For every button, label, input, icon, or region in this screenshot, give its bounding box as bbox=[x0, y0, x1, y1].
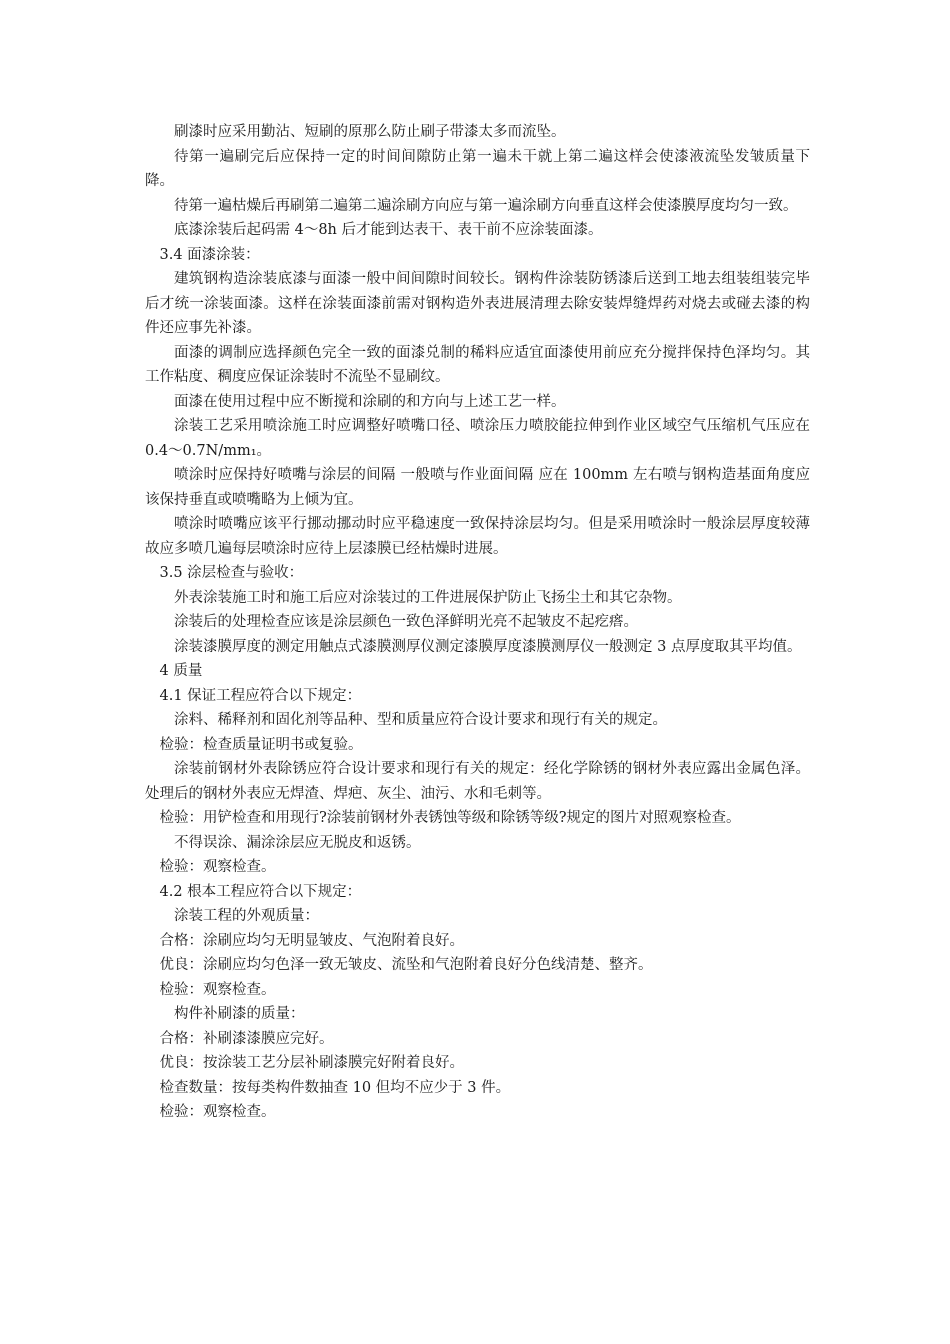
section-heading: 3.5 涂层检查与验收： bbox=[159, 565, 304, 581]
body-paragraph: 待第一遍枯燥后再刷第二遍第二遍涂刷方向应与第一遍涂刷方向垂直这样会使漆膜厚度均匀一致。 bbox=[174, 197, 798, 214]
body-paragraph: 涂装后的处理检查应该是涂层颜色一致色泽鲜明光亮不起皱皮不起疙瘩。 bbox=[174, 614, 638, 630]
body-paragraph: 涂装漆膜厚度的测定用触点式漆膜测厚仪测定漆膜厚度漆膜测厚仪一般测定 3 点厚度取其平均值。 bbox=[174, 638, 802, 655]
body-paragraph: 涂料、稀释剂和固化剂等品种、型和质量应符合设计要求和现行有关的规定。 bbox=[174, 712, 667, 728]
body-paragraph: 检验：观察检查。 bbox=[159, 981, 276, 998]
body-paragraph: 合格：涂刷应均匀无明显皱皮、气泡附着良好。 bbox=[159, 932, 464, 949]
body-paragraph: 检验：用铲检查和用现行?涂装前钢材外表锈蚀等级和除锈等级?规定的图片对照观察检查。 bbox=[159, 810, 741, 826]
body-paragraph: 面漆在使用过程中应不断搅和涂刷的和方向与上述工艺一样。 bbox=[174, 393, 566, 410]
body-paragraph: 底漆涂装后起码需 4～8h 后才能到达表干、表干前不应涂装面漆。 bbox=[174, 222, 603, 238]
body-paragraph: 喷涂时应保持好喷嘴与涂层的间隔 一般喷与作业面间隔 应在 100mm 左右喷与钢构造基面角度应该保持垂直或喷嘴略为上倾为宜。 bbox=[145, 467, 810, 508]
body-paragraph: 不得误涂、漏涂涂层应无脱皮和返锈。 bbox=[174, 834, 421, 851]
document-page bbox=[145, 120, 810, 1125]
section-heading: 4.1 保证工程应符合以下规定： bbox=[159, 687, 362, 704]
section-heading: 4 质量 bbox=[159, 663, 203, 679]
body-paragraph: 涂装前钢材外表除锈应符合设计要求和现行有关的规定：经化学除锈的钢材外表应露出金属色泽。处理后的钢材外表应无焊渣、焊疤、灰尘、油污、水和毛刺等。 bbox=[145, 761, 810, 802]
section-heading: 4.2 根本工程应符合以下规定： bbox=[159, 883, 362, 900]
body-paragraph: 优良：涂刷应均匀色泽一致无皱皮、流坠和气泡附着良好分色线清楚、整齐。 bbox=[159, 957, 653, 973]
body-paragraph: 面漆的调制应选择颜色完全一致的面漆兑制的稀料应适宜面漆使用前应充分搅拌保持色泽均匀。其工作粘度、稠度应保证涂装时不流坠不显刷纹。 bbox=[145, 344, 810, 385]
section-heading: 3.4 面漆涂装： bbox=[159, 246, 260, 263]
body-paragraph: 喷涂时喷嘴应该平行挪动挪动时应平稳速度一致保持涂层均匀。但是采用喷涂时一般涂层厚度较薄故应多喷几遍每层喷涂时应待上层漆膜已经枯燥时进展。 bbox=[145, 516, 810, 557]
body-paragraph: 构件补刷漆的质量： bbox=[174, 1006, 305, 1022]
body-paragraph: 检验：观察检查。 bbox=[159, 1104, 276, 1120]
body-paragraph: 刷漆时应采用勤沾、短刷的原那么防止刷子带漆太多而流坠。 bbox=[174, 124, 566, 140]
body-paragraph: 检验：观察检查。 bbox=[159, 859, 276, 875]
body-paragraph: 合格：补刷漆漆膜应完好。 bbox=[159, 1030, 334, 1047]
body-paragraph: 优良：按涂装工艺分层补刷漆膜完好附着良好。 bbox=[159, 1055, 464, 1071]
body-paragraph: 检验：检查质量证明书或复验。 bbox=[159, 736, 363, 753]
body-paragraph: 涂装工艺采用喷涂施工时应调整好喷嘴口径、喷涂压力喷胶能拉伸到作业区域空气压缩机气压应在 0.4～0.7N/mm₁。 bbox=[145, 418, 810, 459]
body-paragraph: 检查数量：按每类构件数抽查 10 但均不应少于 3 件。 bbox=[159, 1079, 511, 1096]
body-paragraph: 涂装工程的外观质量： bbox=[174, 908, 319, 924]
body-paragraph: 待第一遍刷完后应保持一定的时间间隙防止第一遍未干就上第二遍这样会使漆液流坠发皱质量下降。 bbox=[145, 148, 810, 189]
body-paragraph: 外表涂装施工时和施工后应对涂装过的工件进展保护防止飞扬尘土和其它杂物。 bbox=[174, 589, 682, 606]
body-paragraph: 建筑钢构造涂装底漆与面漆一般中间间隙时间较长。钢构件涂装防锈漆后送到工地去组装组装完毕后才统一涂装面漆。这样在涂装面漆前需对钢构造外表进展清理去除安装焊缝焊药对烧去或碰去漆的构件还应事先补漆。 bbox=[145, 271, 810, 336]
